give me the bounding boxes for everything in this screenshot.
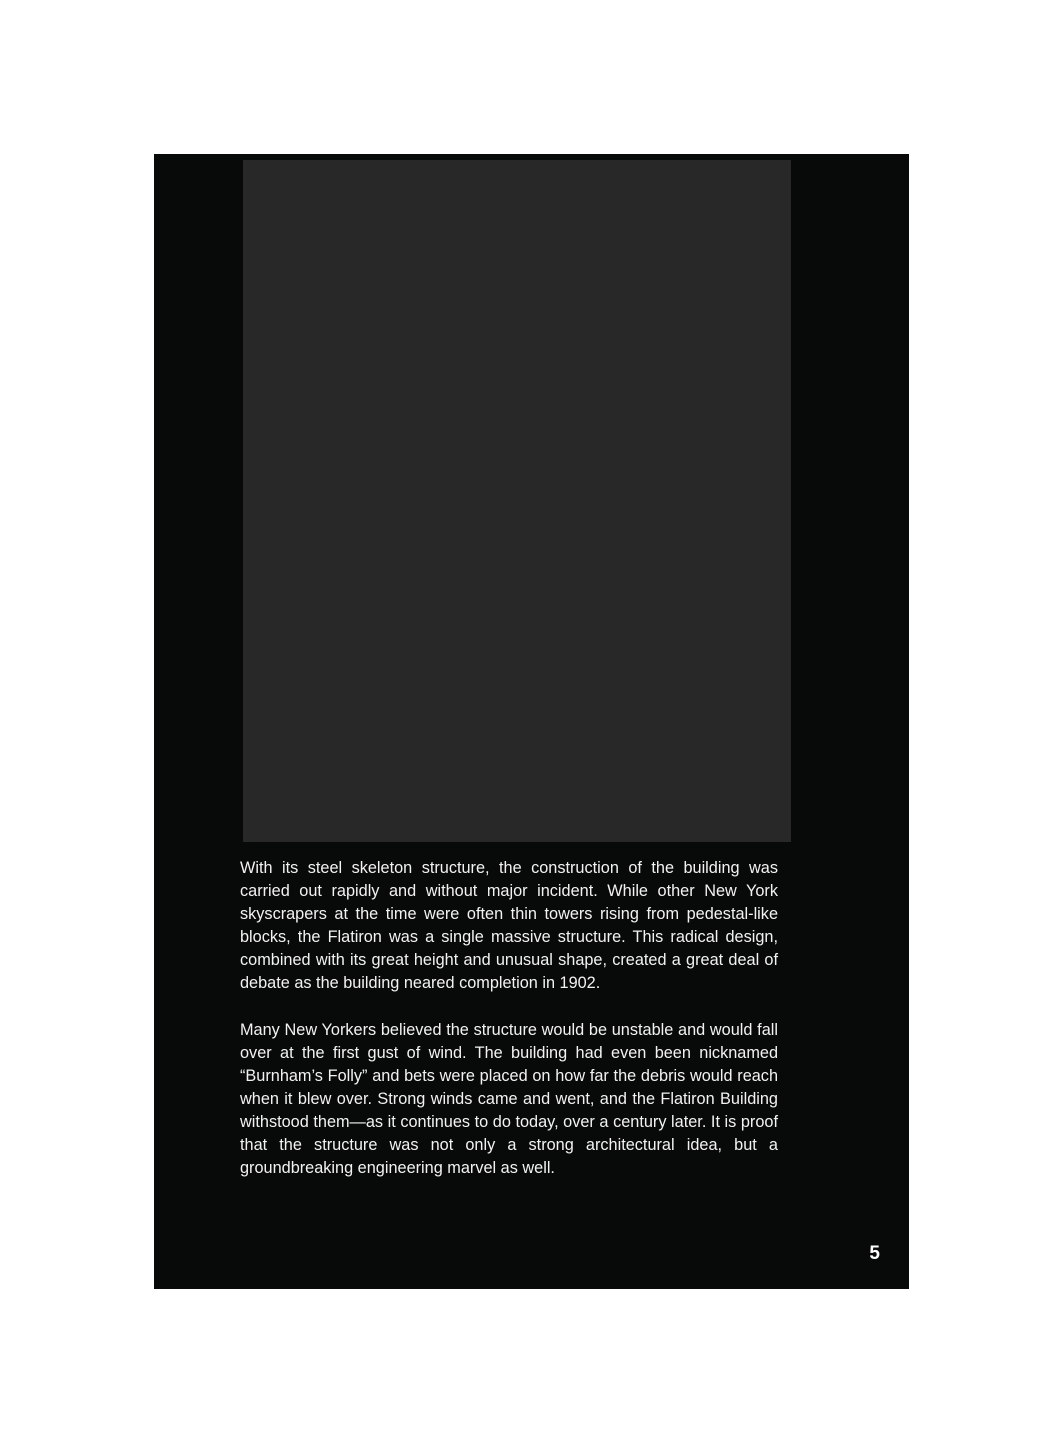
photo-placeholder (243, 160, 791, 842)
body-text (240, 857, 778, 1180)
document-page (154, 154, 909, 1289)
paragraph-2: Many New Yorkers believed the structure would be unstable and would fall over at the first gust of wind. The building had even been nicknamed “Burnham’s Folly” and bets were placed on how far the debris would reach when it blew over. Strong winds came and went, and the Flatiron Building withstood them—as it continues to do today, over a century later. It is proof that the structure was not only a strong architectural idea, but a groundbreaking engineering marvel as well. (240, 1020, 778, 1178)
page-number: 5 (869, 1243, 880, 1264)
paragraph-1: With its steel skeleton structure, the construction of the building was carried out rapidly and without major incident. While other New York skyscrapers at the time were often thin towers rising from pedestal-like blocks, the Flatiron was a single massive structure. This radical design, combined with its great height and unusual shape, created a great deal of debate as the building neared completion in 1902. (240, 859, 778, 993)
